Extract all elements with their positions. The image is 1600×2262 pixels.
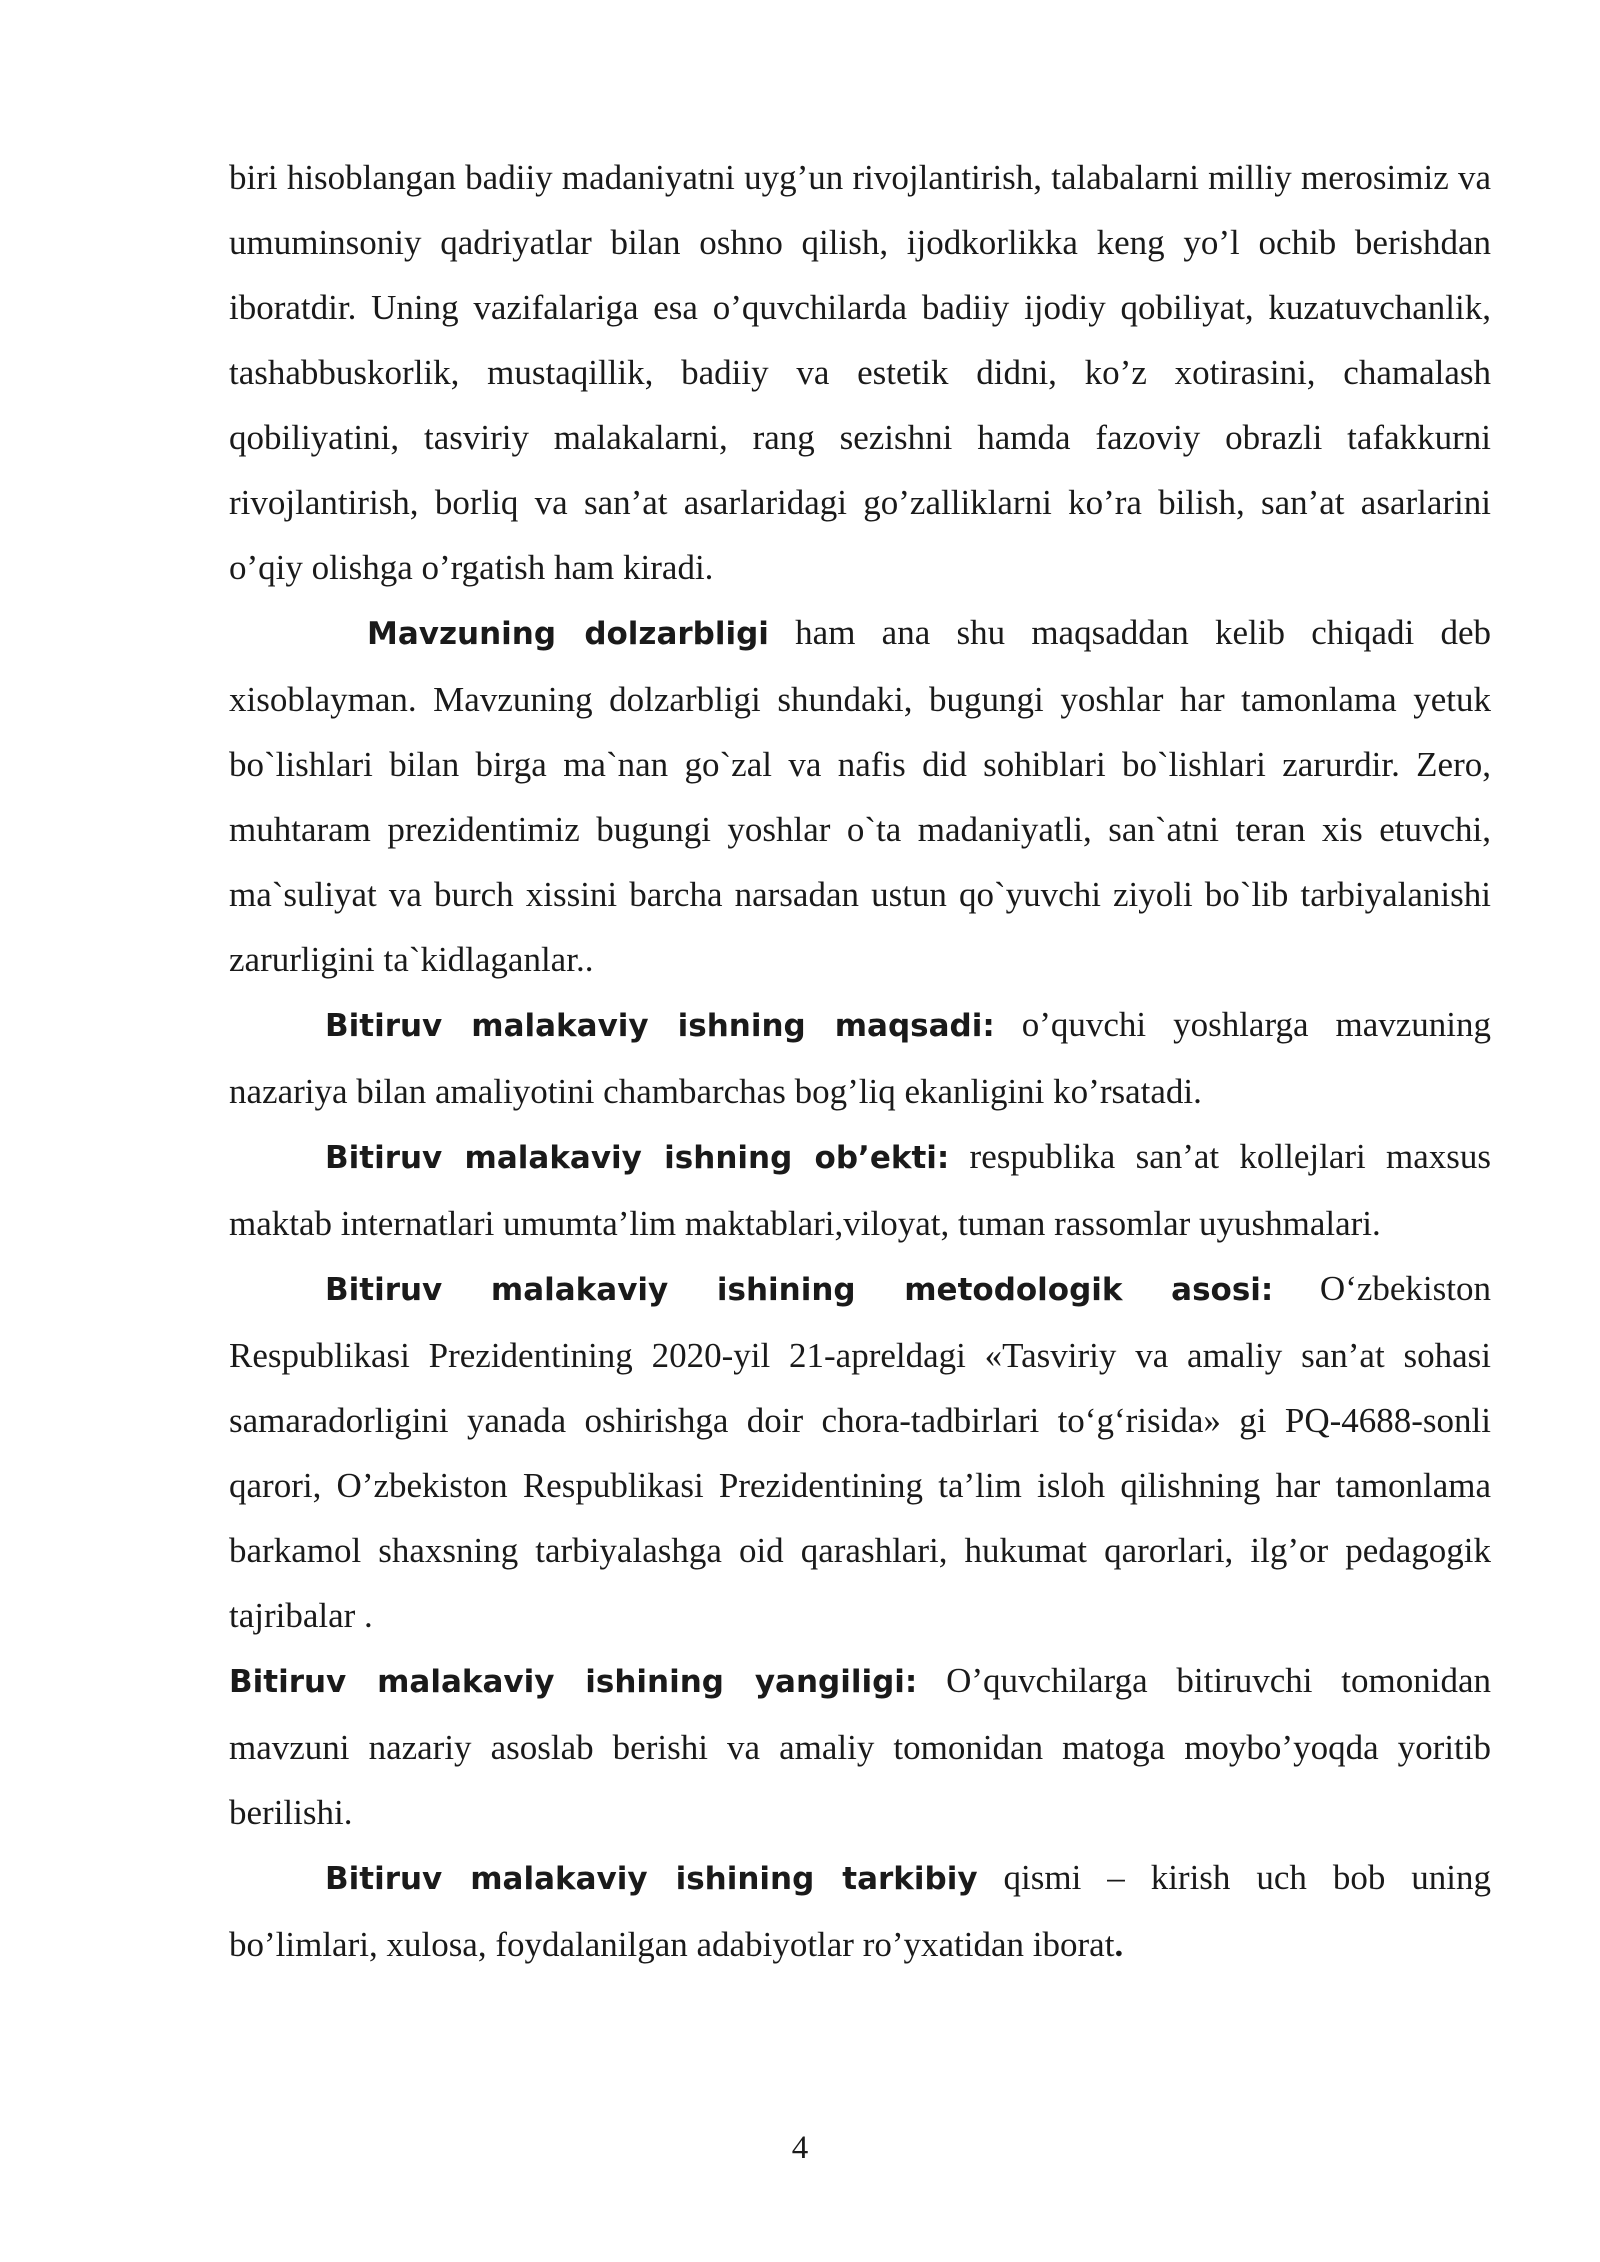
paragraph-heading: Mavzuning dolzarbligi bbox=[367, 616, 769, 652]
paragraph-object bbox=[229, 1124, 1491, 1256]
paragraph-methodology bbox=[229, 1256, 1491, 1648]
paragraph-heading: Bitiruv malakaviy ishining metodologik asosi: bbox=[325, 1272, 1274, 1308]
paragraph-text: biri hisoblangan badiiy madaniyatni uyg’un rivojlantirish, talabalarni milliy merosimiz va umuminsoniy qadriyatlar bilan oshno qilish, ijodkorlikka keng yo’l ochib berishdan iboratdir. Uning vazifalariga esa o’quvchilarda badiiy ijodiy qobiliyat, kuzatuvchanlik, tashabbuskorlik, mustaqillik, badiiy va estetik didni, ko’z xotirasini, chamalash qobiliyatini, tasviriy malakalarni, rang sezishni hamda fazoviy obrazli tafakkurni rivojlantirish, borliq va san’at asarlaridagi go’zalliklarni ko’ra bilish, san’at asarlarini o’qiy olishga o’rgatish ham kiradi. bbox=[229, 158, 1491, 587]
page-number: 4 bbox=[791, 2130, 809, 2166]
document-page bbox=[229, 145, 1491, 1977]
paragraph-heading: Bitiruv malakaviy ishning maqsadi: bbox=[325, 1008, 995, 1044]
paragraph-text: respublika san’at kollejlari maxsus maktab internatlari umumta’lim maktablari,viloyat, tuman rassomlar uyushmalari. bbox=[229, 1137, 1491, 1243]
paragraph-text: O’quvchilarga bitiruvchi tomonidan mavzuni nazariy asoslab berishi va amaliy tomonidan matoga moybo’yoqda yoritib berilishi. bbox=[229, 1661, 1491, 1832]
paragraph-heading: Bitiruv malakaviy ishning ob’ekti: bbox=[325, 1140, 950, 1176]
paragraph-text: qismi – kirish uch bob uning bo’limlari, xulosa, foydalanilgan adabiyotlar ro’yxatidan iborat bbox=[229, 1858, 1491, 1964]
paragraph-goal bbox=[229, 992, 1491, 1124]
paragraph-text: o’quvchi yoshlarga mavzuning nazariya bilan amaliyotini chambarchas bog’liq ekanligini ko’rsatadi. bbox=[229, 1005, 1491, 1111]
paragraph-relevance bbox=[229, 600, 1491, 992]
paragraph-text: ham ana shu maqsaddan kelib chiqadi deb xisoblayman. Mavzuning dolzarbligi shundaki, bugungi yoshlar har tamonlama yetuk bo`lishlari bilan birga ma`nan go`zal va nafis did sohiblari bo`lishlari zarurdir. Zero, muhtaram prezidentimiz bugungi yoshlar o`ta madaniyatli, san`atni teran xis etuvchi, ma`suliyat va burch xissini barcha narsadan ustun qo`yuvchi ziyoli bo`lib tarbiyalanishi zarurligini ta`kidlaganlar.. bbox=[229, 613, 1491, 979]
paragraph-text: O‘zbekiston Respublikasi Prezidentining 2020-yil 21-apreldagi «Tasviriy va amaliy san’at sohasi samaradorligini yanada oshirishga doir chora-tadbirlari to‘g‘risida» gi PQ-4688-sonli qarori, O’zbekiston Respublikasi Prezidentining ta’lim isloh qilishning har tamonlama barkamol shaxsning tarbiyalashga oid qarashlari, hukumat qarorlari, ilg’or pedagogik tajribalar . bbox=[229, 1269, 1491, 1635]
paragraph-end-mark: . bbox=[1114, 1925, 1124, 1964]
paragraph-heading: Bitiruv malakaviy ishining yangiligi: bbox=[229, 1664, 918, 1700]
paragraph-intro bbox=[229, 145, 1491, 600]
paragraph-heading: Bitiruv malakaviy ishining tarkibiy bbox=[325, 1861, 978, 1897]
paragraph-novelty bbox=[229, 1648, 1491, 1845]
paragraph-structure bbox=[229, 1845, 1491, 1977]
